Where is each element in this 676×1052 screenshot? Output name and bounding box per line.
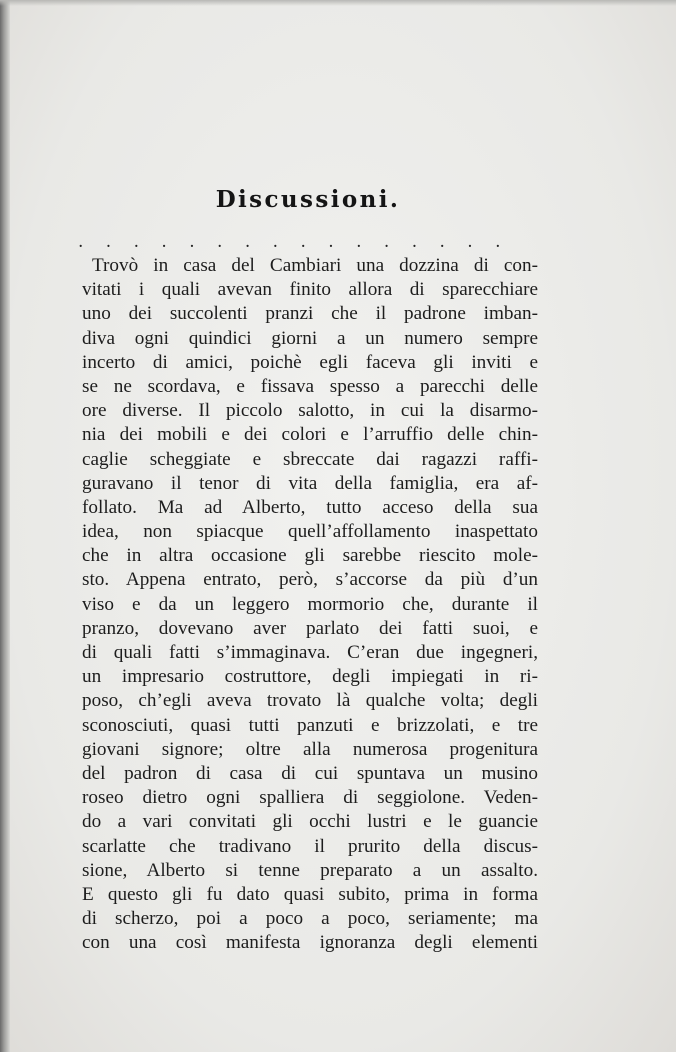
- text-line: pranzo, dovevano aver parlato dei fatti suoi, e: [82, 617, 538, 639]
- text-line: un impresario costruttore, degli impiegati in ri-: [82, 666, 538, 688]
- page-top-shadow: [0, 0, 676, 6]
- text-line: di quali fatti s’immaginava. C’eran due ingegneri,: [82, 642, 538, 663]
- text-line: sconosciuti, quasi tutti panzuti e brizzolati, e tre: [82, 714, 538, 736]
- text-line: incerto di amici, poichè egli faceva gli inviti e: [82, 351, 538, 373]
- chapter-title: Discussioni.: [215, 186, 401, 213]
- text-line: idea, non spiacque quell’affollamento inaspettato: [82, 521, 538, 543]
- text-line: uno dei succolenti pranzi che il padrone imban-: [82, 303, 538, 325]
- text-line: scarlatte che tradivano il prurito della discus-: [82, 835, 538, 857]
- text-line: do a vari convitati gli occhi lustri e le guancie: [82, 811, 538, 833]
- body-text: [82, 254, 538, 955]
- text-line: roseo dietro ogni spalliera di seggiolone. Veden-: [82, 787, 538, 809]
- text-line: sione, Alberto si tenne preparato a un assalto.: [82, 859, 538, 881]
- text-line: diva ogni quindici giorni a un numero sempre: [82, 327, 538, 349]
- text-line: poso, ch’egli aveva trovato là qualche volta; degli: [82, 690, 538, 712]
- text-line: di scherzo, poi a poco a poco, seriamente; ma: [82, 908, 538, 930]
- ellipsis-row: . . . . . . . . . . . . . . . .: [78, 232, 501, 252]
- text-line: vitati i quali avevan finito allora di sparecchiare: [82, 279, 538, 301]
- text-line: ore diverse. Il piccolo salotto, in cui la disarmo-: [82, 400, 538, 422]
- text-line: E questo gli fu dato quasi subito, prima in forma: [82, 883, 538, 905]
- text-line: sto. Appena entrato, però, s’accorse da più d’un: [82, 569, 538, 591]
- text-line: follato. Ma ad Alberto, tutto acceso della sua: [82, 496, 538, 518]
- text-line: Trovò in casa del Cambiari una dozzina di con-: [92, 255, 538, 276]
- text-line: guravano il tenor di vita della famiglia, era af-: [82, 472, 538, 494]
- text-line: del padron di casa di cui spuntava un musino: [82, 762, 538, 784]
- text-line: che in altra occasione gli sarebbe riescito mole-: [82, 545, 538, 567]
- text-line: caglie scheggiate e sbreccate dai ragazzi raffi-: [82, 448, 538, 470]
- text-line: nia dei mobili e dei colori e l’arruffio delle chin-: [82, 424, 538, 446]
- page-binding-shadow: [0, 0, 10, 1052]
- text-line: con una così manifesta ignoranza degli elementi: [82, 932, 538, 954]
- text-line: se ne scordava, e fissava spesso a parecchi delle: [82, 375, 538, 397]
- text-line: giovani signore; oltre alla numerosa progenitura: [82, 738, 538, 760]
- text-line: viso e da un leggero mormorio che, durante il: [82, 593, 538, 615]
